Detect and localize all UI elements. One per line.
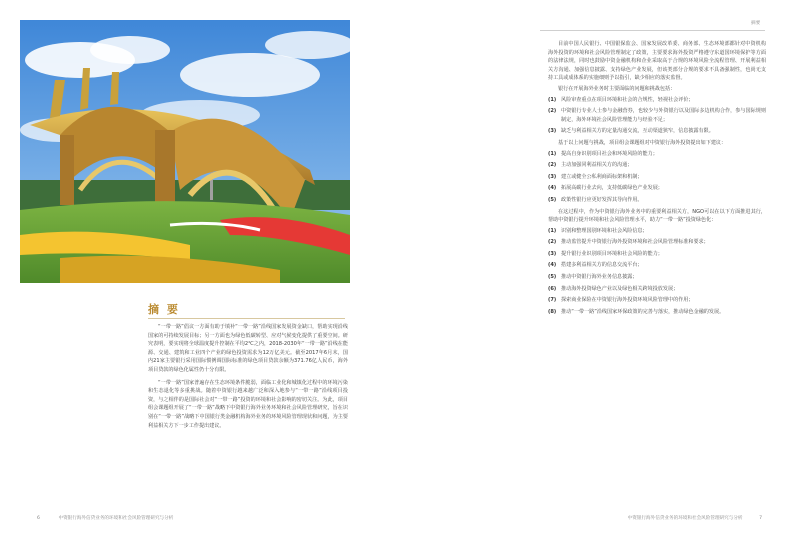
abstract-body	[148, 323, 348, 434]
list-item: (5) 政策性银行应更好发挥其导向作用。	[548, 196, 643, 203]
photo-illustration	[20, 20, 350, 283]
abstract-paragraph-2: “一带一路”国家普遍存在生态环境条件脆弱，面临工业化和城镇化过程中的环境污染和生态退化等多重挑战。随着中资银行越来越广泛和深入地参与“一带一路”沿线项目投资，与之相伴的是国际社会对“一带一路”投资的环境和社会影响的密切关注。为此，项目组会课题组开展了“一带一路”战略下中资银行海外业务环境和社会风险管理研究，旨在识别在“一带一路”战略下中国银行类金融机构海外业务的环境风险管理现状和问题，为主要利益相关方下一步工作提出建议。	[148, 379, 348, 429]
list-item: (2) 中资银行专业人士参与金融营券，也较少与外资银行以及国际多边机构合作，参与国际规则制定，海外环境社会风险管理能力与经验不足；	[548, 108, 766, 123]
right-page-number: 7	[759, 516, 762, 521]
list-item: (4) 搭建多利益相关方的信息交流平台；	[548, 262, 643, 269]
list-item: (3) 建立或健全公私利商面标架和机制；	[548, 173, 643, 180]
ngo-actions-list	[548, 227, 766, 317]
left-footer-title: 中资银行海外信贷业务的环境和社会风险管理研究与分析	[58, 516, 174, 521]
right-footer-title: 中资银行海外信贷业务的环境和社会风险管理研究与分析	[627, 516, 743, 521]
list-item: (2) 推动监管提升中资银行海外投资环境和社会风险管理标准和要求；	[548, 239, 709, 246]
challenges-intro: 银行在开展海外业务时主要面临的问题和挑战包括：	[558, 85, 676, 92]
list-item: (3) 缺乏与利益相关方的定量沟通交流，互动渠道狭窄，信息披露有限。	[548, 128, 714, 135]
abstract-title: 摘 要	[148, 303, 180, 316]
right-body-text	[548, 40, 766, 319]
left-footer	[37, 515, 173, 521]
list-item: (5) 推动中资银行海外业务信息披露；	[548, 274, 638, 281]
right-footer	[628, 515, 762, 521]
suggestions-list	[548, 150, 766, 205]
challenges-list	[548, 96, 766, 136]
intro-paragraph: 目前中国人民银行、中国银保监会、国家发展改革委、商务部、生态环境部都针对中资机构海外投资的环境和社会风险管理制定了政策，主要要求海外投资严格遵守东道国环境保护等方面的法律法规，同时也鼓励中资金融机构和企业采取高于合规的环境风险全流程管理、开展利益相关方沟通、加强信息披露、支持绿色产业发展，但该类部分合规的要求不具备强制性，也尚无支持工具或成体系的实施细则予以指引，缺少相应的落实监督。	[548, 41, 766, 82]
abstract-paragraph-1: “一带一路”倡议一方面有助于填补“一带一路”沿线国家发展资金缺口，帮助实现沿线国家的可持续发展目标；另一方面也为绿色低碳转型、应对气候变化提供了重要空间。研究表明，要实现将全球温度提升控制在平均2℃之内，2018-2030年“一带一路”沿线在能源、交通、建筑和工业四个产业的绿色投资需求为12万亿美元。截至2017年6月末，国内21家主要银行采用国际惯例调国际标准的绿色项目贷款余额为371.76亿人民币，海外项目贷款的绿色化属性仍十分有限。	[148, 324, 348, 373]
right-header-divider	[540, 30, 765, 31]
list-item: (8) 推动“一带一路”沿线国家环保政策的完善与落实，推动绿色金融的发展。	[548, 308, 725, 315]
abstract-divider	[148, 318, 345, 319]
list-item: (6) 推动海外投资绿色产业以及绿色相关跨境投放发展；	[548, 285, 679, 292]
list-item: (2) 主动加强同利益相关方的沟通；	[548, 162, 633, 169]
list-item: (4) 拓展高碳行业去向，支持低碳绿色产业发展；	[548, 185, 663, 192]
list-item: (3) 提升银行业识别项目环境和社会风险的能力；	[548, 250, 663, 257]
suggestions-intro: 基于以上问题与挑战，项目组会课题组对中资银行海外投资提出如下建议：	[558, 139, 727, 146]
list-item: (1) 识别和整理国别环境和社会风险信息；	[548, 227, 648, 234]
left-page-number: 6	[37, 516, 40, 521]
golden-bridge-photo	[20, 20, 350, 283]
list-item: (1) 提高自身识别项目社会和环境风险的能力；	[548, 150, 658, 157]
ngo-intro: 在这过程中，作为中资银行海外业务中的重要利益相关方，NGO可以在以下方面推进其行，帮助中资银行提升环境和社会风险管理水平，助力“一带一路”投资绿色化：	[548, 208, 766, 224]
list-item: (1) 风险审查重点在项目环境和社会的合规性，轻视社会评价；	[548, 96, 694, 103]
right-header-label: 摘要	[751, 21, 761, 26]
list-item: (7) 探索商业保险在中资银行海外投资环境风险管理中的作用；	[548, 297, 694, 304]
